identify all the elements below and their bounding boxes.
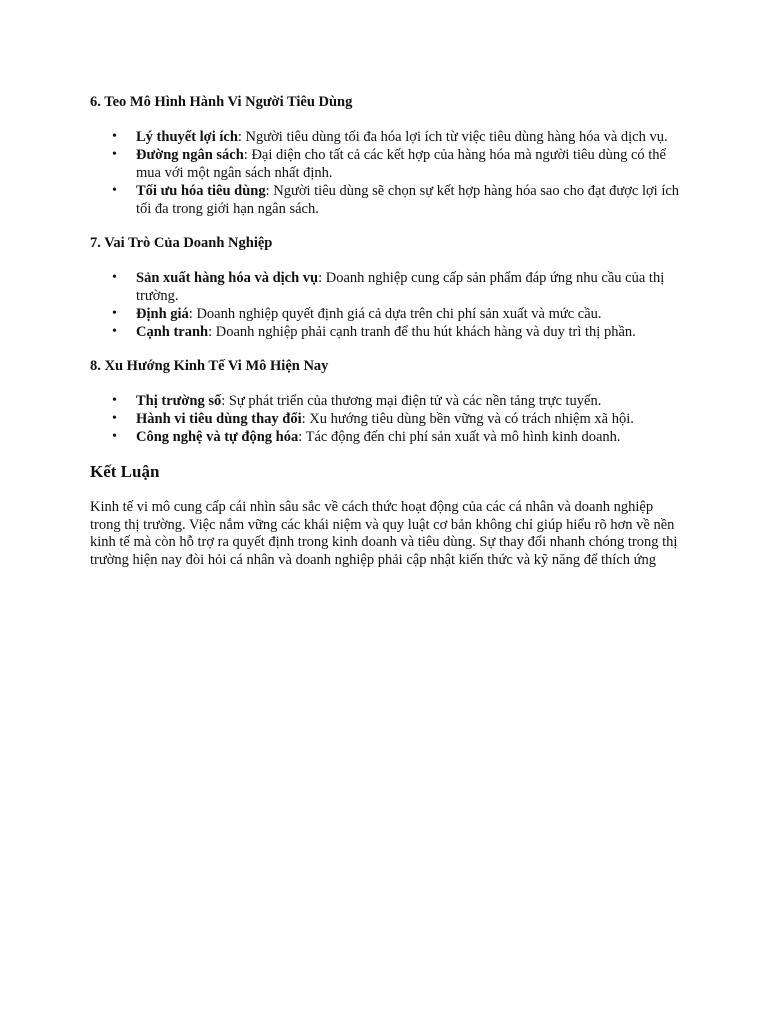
- item-term: Định giá: [136, 306, 189, 322]
- bullet-icon: •: [112, 147, 117, 162]
- list-item: [90, 323, 682, 341]
- list-item: [90, 392, 682, 410]
- bullet-list: [90, 269, 682, 341]
- item-description: : Đại diện cho tất cả các kết hợp của hàng hóa mà người tiêu dùng có thể mua với một ngân sách nhất định.: [136, 147, 666, 181]
- item-term: Thị trường số: [136, 393, 222, 409]
- item-term: Công nghệ và tự động hóa: [136, 429, 299, 445]
- section-heading: 8. Xu Hướng Kinh Tế Vi Mô Hiện Nay: [90, 358, 329, 374]
- section-7: [90, 233, 682, 341]
- section-8: [90, 356, 682, 446]
- item-description: : Xu hướng tiêu dùng bền vững và có trách nhiệm xã hội.: [301, 411, 634, 427]
- conclusion-section: [90, 461, 682, 569]
- bullet-icon: •: [112, 393, 117, 408]
- bullet-list: [90, 392, 682, 446]
- section-6: [90, 92, 682, 218]
- list-item: [90, 128, 682, 146]
- bullet-icon: •: [112, 411, 117, 426]
- bullet-icon: •: [112, 429, 117, 444]
- list-item: [90, 182, 682, 218]
- document-page: [90, 92, 682, 569]
- list-item: [90, 410, 682, 428]
- item-description: : Người tiêu dùng sẽ chọn sự kết hợp hàng hóa sao cho đạt được lợi ích tối đa trong giới hạn ngân sách.: [136, 183, 680, 217]
- list-item: [90, 146, 682, 182]
- item-description: : Sự phát triển của thương mại điện tử và các nền tảng trực tuyến.: [221, 393, 602, 409]
- list-item: [90, 269, 682, 305]
- conclusion-title: Kết Luận: [90, 462, 160, 481]
- item-description: : Doanh nghiệp cung cấp sản phẩm đáp ứng nhu cầu của thị trường.: [136, 270, 665, 304]
- bullet-icon: •: [112, 183, 117, 198]
- item-term: Tối ưu hóa tiêu dùng: [136, 183, 266, 199]
- item-term: Lý thuyết lợi ích: [136, 129, 238, 145]
- bullet-icon: •: [112, 306, 117, 321]
- item-term: Sản xuất hàng hóa và dịch vụ: [136, 270, 319, 286]
- item-description: : Doanh nghiệp phải cạnh tranh để thu hút khách hàng và duy trì thị phần.: [208, 324, 636, 340]
- conclusion-paragraph: Kinh tế vi mô cung cấp cái nhìn sâu sắc về cách thức hoạt động của các cá nhân và doanh nghiệp trong thị trường. Việc nắm vững các khái niệm và quy luật cơ bản không chỉ giúp hiểu rõ hơn về nền kinh tế mà còn hỗ trợ ra quyết định trong kinh doanh và tiêu dùng. Sự thay đổi nhanh chóng trong thị trường hiện nay đòi hỏi cá nhân và doanh nghiệp phải cập nhật kiến thức và kỹ năng để thích ứng: [90, 499, 678, 568]
- section-heading: 7. Vai Trò Của Doanh Nghiệp: [90, 235, 273, 251]
- section-heading: 6. Teo Mô Hình Hành Vi Người Tiêu Dùng: [90, 94, 353, 110]
- bullet-icon: •: [112, 129, 117, 144]
- item-term: Đường ngân sách: [136, 147, 244, 163]
- item-description: : Doanh nghiệp quyết định giá cả dựa trên chi phí sản xuất và mức cầu.: [188, 306, 602, 322]
- item-term: Cạnh tranh: [136, 324, 209, 340]
- bullet-icon: •: [112, 270, 117, 285]
- list-item: [90, 305, 682, 323]
- item-description: : Tác động đến chi phí sản xuất và mô hình kinh doanh.: [298, 429, 621, 445]
- item-description: : Người tiêu dùng tối đa hóa lợi ích từ việc tiêu dùng hàng hóa và dịch vụ.: [237, 129, 668, 145]
- bullet-icon: •: [112, 324, 117, 339]
- bullet-list: [90, 128, 682, 218]
- item-term: Hành vi tiêu dùng thay đổi: [136, 411, 302, 427]
- list-item: [90, 428, 682, 446]
